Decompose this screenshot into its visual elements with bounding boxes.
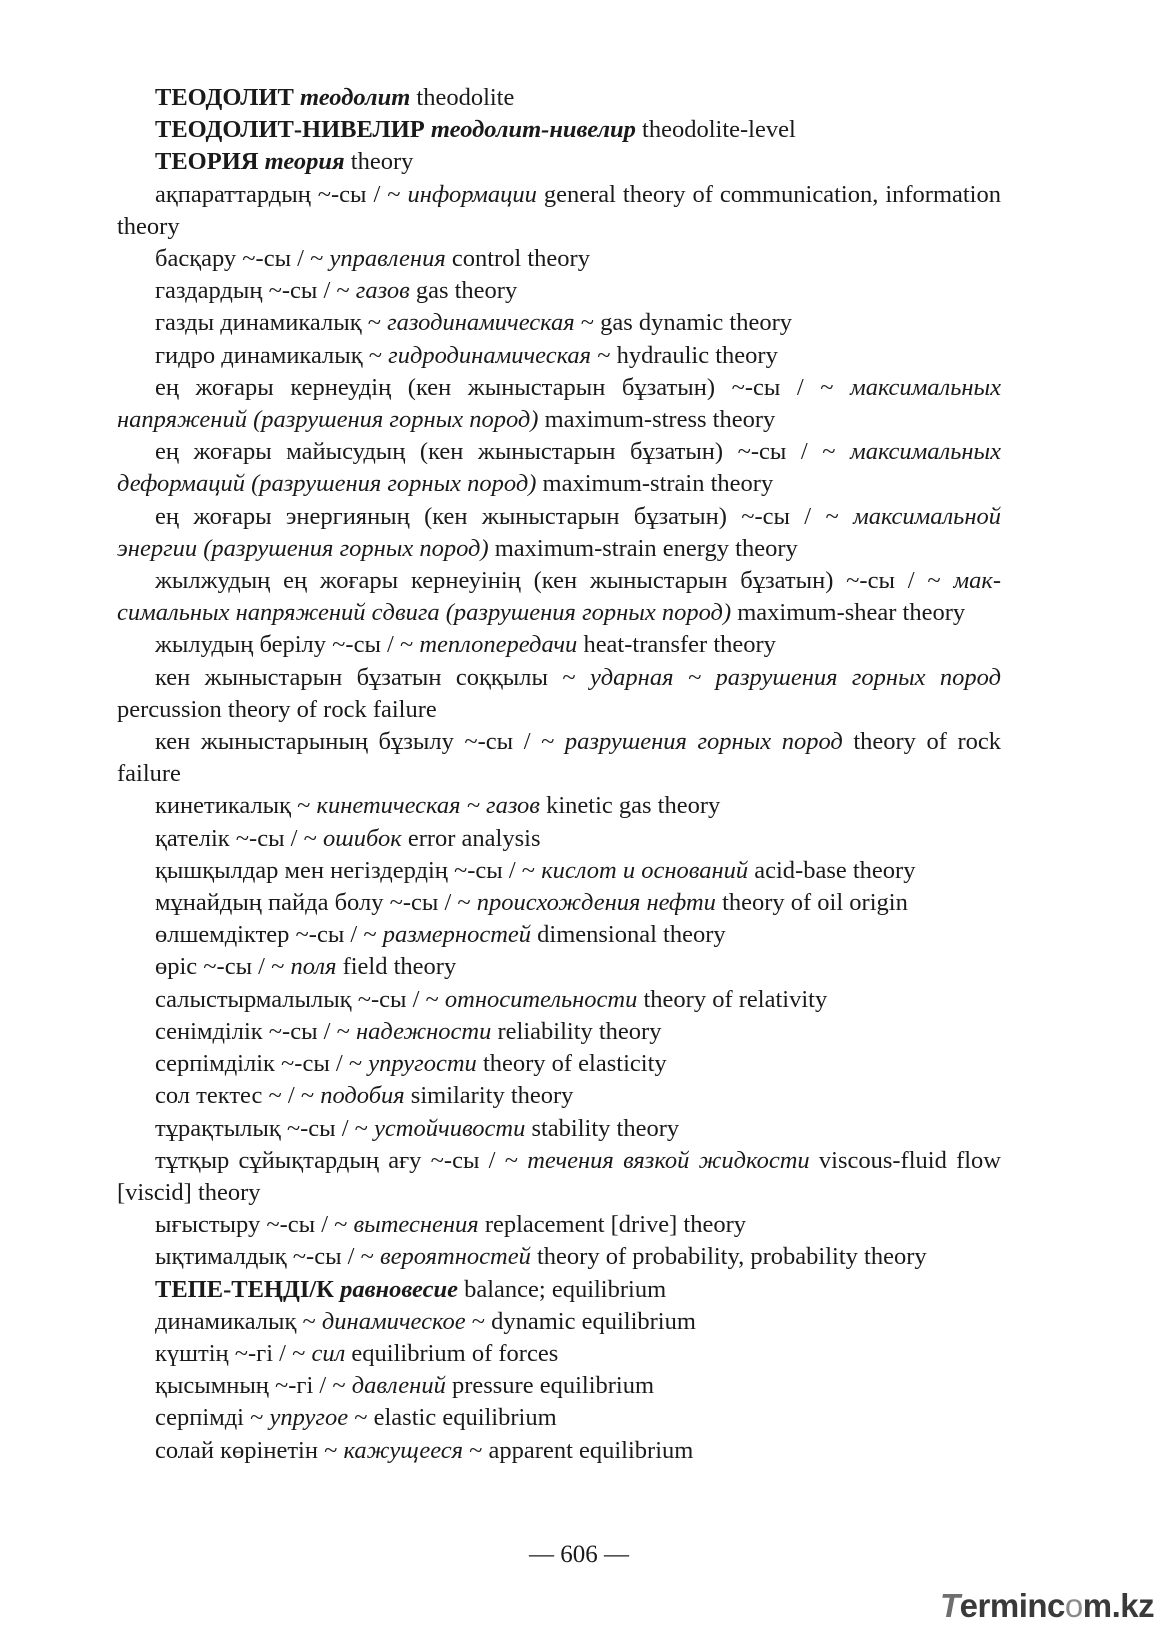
dictionary-entry	[117, 951, 1001, 983]
russian-term: максимальных напряжений сдвига (разрушения горных пород)	[117, 567, 1001, 627]
dictionary-entry	[117, 114, 1001, 146]
entry-text: maximum-strain energy theory	[488, 534, 798, 562]
headword: ТЕОДОЛИТ	[155, 84, 294, 111]
russian-term: теплопередачи	[419, 631, 578, 659]
entry-text: ықтималдық ~-сы / ~	[155, 1243, 380, 1271]
entry-text: кинетикалық ~	[155, 792, 317, 820]
entry-text: theodolite-level	[635, 116, 796, 144]
entry-text: heat-transfer theory	[577, 631, 776, 659]
dictionary-entry	[117, 275, 1001, 307]
watermark-o: o	[1064, 1587, 1083, 1624]
dictionary-entry	[117, 501, 1001, 565]
russian-term: управления	[329, 245, 446, 273]
entry-text: гидро динамикалық ~	[155, 341, 389, 369]
dictionary-entry	[117, 726, 1001, 790]
entry-text: stability theory	[525, 1114, 680, 1142]
russian-term: газов	[355, 277, 410, 305]
russian-term: надежности	[356, 1017, 492, 1045]
entry-text: percussion theory of rock failure	[117, 695, 437, 723]
entry-text: мұнайдың пайда болу ~-сы / ~	[155, 889, 477, 917]
russian-term: размерностей	[382, 921, 532, 949]
russian-term: кинетическая ~ газов	[316, 792, 540, 820]
dictionary-entry	[117, 1016, 1001, 1048]
entry-text: theory of relativity	[637, 985, 828, 1013]
dictionary-entry	[117, 372, 1001, 436]
russian-term: максимальной энергии (разрушения горных пород)	[117, 502, 1001, 562]
dictionary-entry	[117, 790, 1001, 822]
entry-text: ~ hydraulic theory	[591, 341, 778, 369]
dictionary-entry	[117, 1435, 1001, 1467]
entry-text: viscous-fluid flow [viscid] theory	[117, 1146, 1001, 1206]
entry-text: theodolite	[410, 84, 515, 111]
dictionary-entry	[117, 629, 1001, 661]
entry-text: кен жыныстарын бұзатын соққылы ~	[155, 663, 590, 691]
russian-term: упругое	[269, 1404, 349, 1432]
entry-text: серпімділік ~-сы / ~	[155, 1050, 369, 1078]
entry-text: maximum-stress theory	[538, 406, 776, 434]
russian-term: максимальных деформаций (разрушения горных пород)	[117, 438, 1001, 498]
entry-text: тұрақтылық ~-сы / ~	[155, 1114, 375, 1142]
entry-text: equilibrium of forces	[345, 1339, 559, 1367]
entry-text: ығыстыру ~-сы / ~	[155, 1211, 354, 1239]
dictionary-entry	[117, 1048, 1001, 1080]
russian-term: течения вязкой жидкости	[527, 1146, 810, 1174]
dictionary-entry	[117, 1306, 1001, 1338]
dictionary-entry	[117, 243, 1001, 275]
russian-term: вероятностей	[379, 1243, 531, 1271]
dictionary-entry	[117, 565, 1001, 629]
dictionary-entry	[117, 855, 1001, 887]
entry-text: control theory	[445, 245, 590, 273]
russian-headword: теодолит	[300, 84, 411, 111]
entry-text: dimensional theory	[531, 921, 726, 949]
russian-term: газодинамическая	[387, 309, 575, 337]
dictionary-entry	[117, 1209, 1001, 1241]
entry-text: maximum-strain theory	[536, 470, 774, 498]
entry-text: ең жоғары энергияның (кен жыныстарын бұзатын) ~-сы / ~	[155, 502, 854, 530]
entry-text: күштің ~-гі / ~	[155, 1339, 312, 1367]
entry-text: theory of elasticity	[476, 1050, 667, 1078]
russian-term: информации	[407, 180, 537, 208]
entry-text: газдардың ~-сы / ~	[155, 277, 356, 305]
headword: ТЕОРИЯ	[155, 148, 259, 176]
dictionary-page	[117, 82, 1001, 1467]
entry-text: balance; equilibrium	[457, 1275, 667, 1303]
russian-term: ударная ~ разрушения горных пород	[589, 663, 1002, 691]
dictionary-entry	[117, 436, 1001, 500]
entry-text: general theory of communication, information theory	[117, 180, 1001, 240]
entry-text: серпімді ~	[155, 1404, 270, 1432]
headword: ТЕПЕ-ТЕҢДІ/К	[155, 1275, 334, 1303]
dictionary-entry	[117, 919, 1001, 951]
russian-headword: теория	[264, 148, 345, 176]
dictionary-entry	[117, 146, 1001, 178]
entry-text: солай көрінетін ~	[155, 1436, 344, 1464]
watermark-text-1: erminc	[959, 1587, 1065, 1624]
entry-text: maximum-shear theory	[731, 599, 966, 627]
watermark-text-2: m.kz	[1082, 1587, 1155, 1624]
entry-text: өріс ~-сы / ~	[155, 953, 291, 981]
dictionary-entry	[117, 179, 1001, 243]
entry-text: gas theory	[409, 277, 518, 305]
russian-headword: теодолит-нивелир	[430, 116, 636, 144]
dictionary-entry	[117, 1274, 1001, 1306]
russian-term: поля	[290, 953, 337, 981]
entry-text: газды динамикалық ~	[155, 309, 388, 337]
russian-term: максимальных напряжений (разрушения горных пород)	[117, 373, 1001, 434]
entry-text: theory of probability, probability theory	[530, 1243, 927, 1271]
dictionary-entry	[117, 1370, 1001, 1402]
entry-text: replacement [drive] theory	[478, 1211, 747, 1239]
entry-text: reliability theory	[491, 1017, 662, 1045]
dictionary-entry	[117, 887, 1001, 919]
dictionary-entry	[117, 1241, 1001, 1273]
entry-text: ~ elastic equilibrium	[348, 1404, 557, 1432]
entry-text: theory	[344, 148, 414, 176]
russian-term: ошибок	[322, 824, 402, 852]
entry-text: theory of rock failure	[117, 728, 1001, 788]
dictionary-entry	[117, 823, 1001, 855]
russian-term: кислот и оснований	[541, 856, 749, 884]
entry-text: жылжудың ең жоғары кернеуінің (кен жыныстарын бұзатын) ~-сы / ~	[155, 567, 954, 595]
entry-text: жылудың берілу ~-сы / ~	[155, 631, 420, 659]
russian-term: давлений	[351, 1372, 446, 1400]
entry-text: кен жыныстарының бұзылу ~-сы / ~	[155, 728, 565, 756]
russian-term: упругости	[368, 1050, 477, 1078]
russian-term: происхождения нефти	[476, 889, 716, 917]
entry-text: өлшемдіктер ~-сы / ~	[155, 921, 383, 949]
entry-text: басқару ~-сы / ~	[155, 245, 330, 273]
entry-text: pressure equilibrium	[445, 1372, 655, 1400]
dictionary-entry	[117, 1113, 1001, 1145]
entry-text: ~ apparent equilibrium	[463, 1436, 694, 1464]
entry-text: kinetic gas theory	[539, 792, 721, 820]
entry-text: acid-base theory	[748, 856, 916, 884]
dictionary-entry	[117, 1145, 1001, 1209]
watermark-t: T	[940, 1587, 960, 1624]
entry-text: салыстырмалылық ~-сы / ~	[155, 985, 445, 1013]
entry-text: динамикалық ~	[155, 1307, 322, 1335]
entry-text: error analysis	[401, 824, 541, 852]
russian-headword: равновесие	[340, 1275, 458, 1303]
dictionary-entry	[117, 82, 1001, 114]
dictionary-entry	[117, 1080, 1001, 1112]
dictionary-entry	[117, 340, 1001, 372]
dictionary-entry	[117, 1402, 1001, 1434]
entry-text: ең жоғары кернеудің (кен жыныстарын бұзатын) ~-сы / ~	[155, 373, 851, 401]
dictionary-entry	[117, 662, 1001, 726]
russian-term: динамическое	[321, 1307, 466, 1335]
entry-text: similarity theory	[404, 1082, 574, 1110]
entry-text: сенімділік ~-сы / ~	[155, 1017, 356, 1045]
headword: ТЕОДОЛИТ-НИВЕЛИР	[155, 116, 425, 144]
entry-text: қысымның ~-гі / ~	[155, 1372, 352, 1400]
page-number: — 606 —	[529, 1541, 629, 1568]
russian-term: гидродинамическая	[388, 341, 592, 369]
russian-term: кажущееся	[343, 1436, 464, 1464]
entry-text: field theory	[336, 953, 457, 981]
russian-term: относительности	[444, 985, 638, 1013]
entry-text: қателік ~-сы / ~	[155, 824, 323, 852]
termincom-watermark-logo	[940, 1587, 1154, 1625]
entry-text: ақпараттардың ~-сы / ~	[155, 180, 408, 208]
russian-term: разрушения горных пород	[564, 728, 843, 756]
russian-term: сил	[311, 1339, 346, 1367]
entry-text: ~ gas dynamic theory	[574, 309, 792, 337]
entry-text: ~ dynamic equilibrium	[465, 1307, 696, 1335]
entry-text: theory of oil origin	[715, 889, 908, 917]
dictionary-entry	[117, 984, 1001, 1016]
entry-text: қышқылдар мен негіздердің ~-сы / ~	[155, 856, 542, 884]
dictionary-entry	[117, 307, 1001, 339]
russian-term: устойчивости	[374, 1114, 526, 1142]
entry-text: тұтқыр сұйықтардың ағу ~-сы / ~	[155, 1146, 528, 1174]
russian-term: подобия	[320, 1082, 405, 1110]
russian-term: вытеснения	[353, 1211, 479, 1239]
dictionary-entry	[117, 1338, 1001, 1370]
entry-text: ең жоғары майысудың (кен жыныстарын бұзатын) ~-сы / ~	[155, 438, 851, 466]
entry-text: сол тектес ~ / ~	[155, 1082, 321, 1110]
